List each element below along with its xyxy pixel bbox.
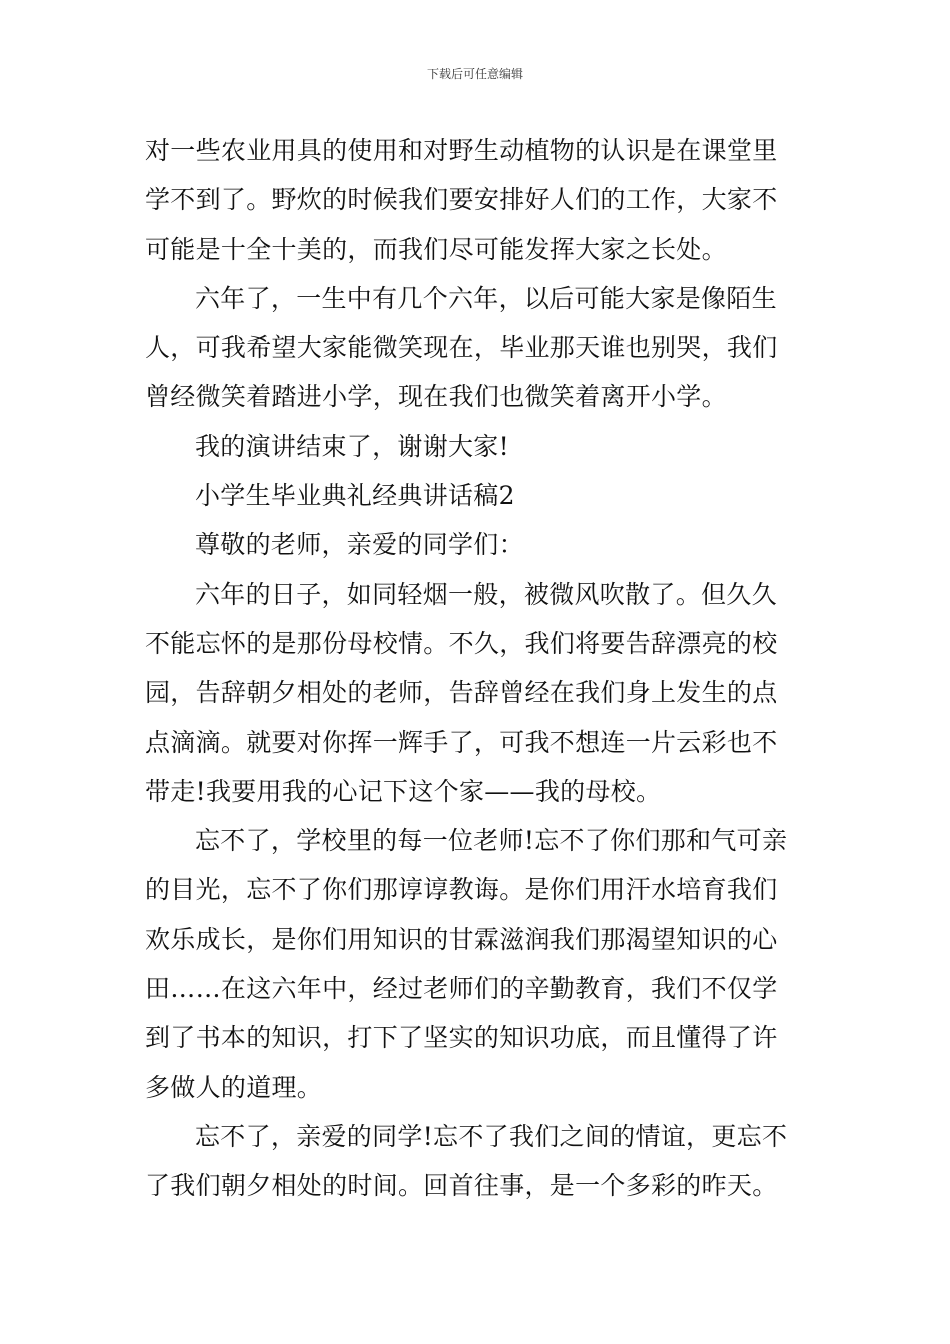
paragraph-start-line: 我的演讲结束了，谢谢大家! (195, 431, 509, 461)
text-line: 可能是十全十美的，而我们尽可能发挥大家之长处。 (145, 234, 727, 264)
text-line: 田……在这六年中，经过老师们的辛勤教育，我们不仅学 (145, 974, 778, 1004)
text-line: 不能忘怀的是那份母校情。不久，我们将要告辞漂亮的校 (145, 628, 778, 658)
text-line: 园，告辞朝夕相处的老师，告辞曾经在我们身上发生的点 (145, 678, 778, 708)
salutation-line: 尊敬的老师，亲爱的同学们： (195, 530, 524, 560)
text-line: 的目光，忘不了你们那谆谆教诲。是你们用汗水培育我们 (145, 875, 778, 905)
text-line: 人，可我希望大家能微笑现在，毕业那天谁也别哭，我们 (145, 333, 778, 363)
text-line: 欢乐成长，是你们用知识的甘霖滋润我们那渴望知识的心 (145, 924, 778, 954)
document-body (145, 126, 815, 1211)
header-note: 下载后可任意编辑 (426, 67, 523, 81)
text-line: 学不到了。野炊的时候我们要安排好人们的工作，大家不 (145, 185, 778, 215)
text-line: 点滴滴。就要对你挥一辉手了，可我不想连一片云彩也不 (145, 727, 778, 757)
paragraph-start-line: 忘不了，学校里的每一位老师!忘不了你们那和气可亲 (195, 826, 788, 856)
text-line: 到了书本的知识，打下了坚实的知识功底，而且懂得了许 (145, 1023, 778, 1053)
paragraph-start-line: 忘不了，亲爱的同学!忘不了我们之间的情谊，更忘不 (195, 1121, 788, 1151)
text-line: 带走!我要用我的心记下这个家——我的母校。 (145, 776, 662, 806)
text-line: 曾经微笑着踏进小学，现在我们也微笑着离开小学。 (145, 382, 727, 412)
section-title: 小学生毕业典礼经典讲话稿2 (195, 481, 515, 511)
paragraph-start-line: 六年的日子，如同轻烟一般，被微风吹散了。但久久 (195, 579, 777, 609)
paragraph-start-line: 六年了，一生中有几个六年，以后可能大家是像陌生 (195, 283, 777, 313)
text-line: 多做人的道理。 (145, 1072, 323, 1102)
text-line: 了我们朝夕相处的时间。回首往事，是一个多彩的昨天。 (145, 1171, 778, 1201)
text-line: 对一些农业用具的使用和对野生动植物的认识是在课堂里 (145, 136, 778, 165)
